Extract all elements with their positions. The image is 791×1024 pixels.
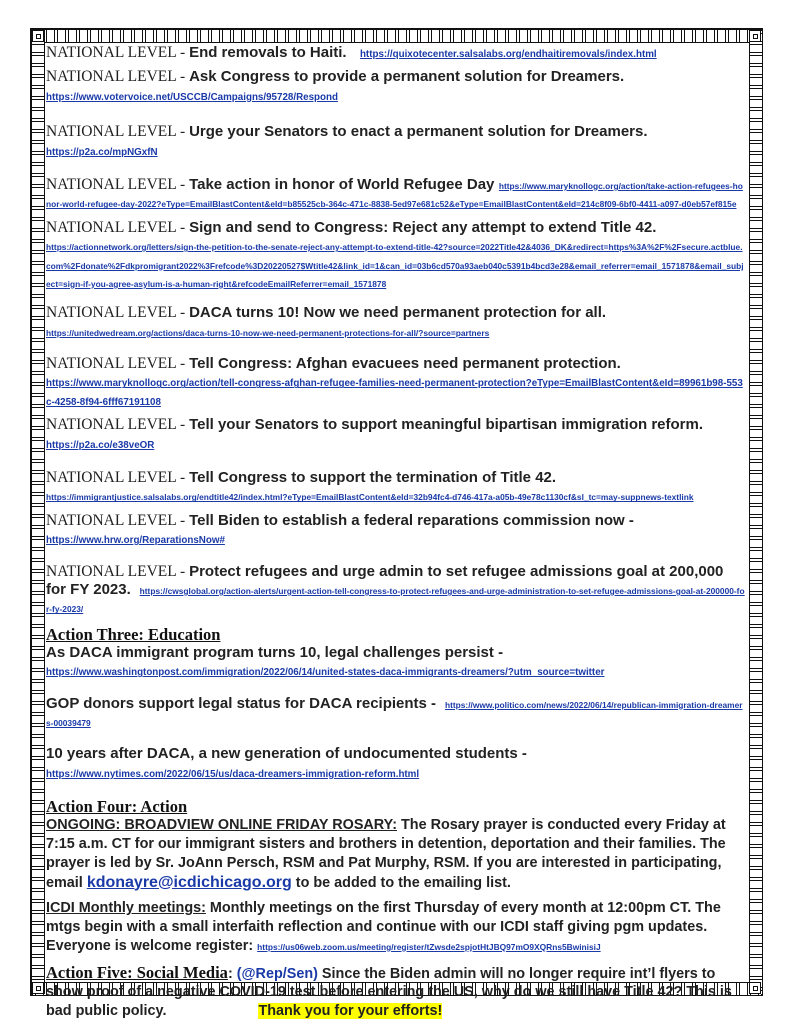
national-item-afghan: [46, 355, 746, 410]
national-item-dreamers-congress: [46, 68, 746, 105]
register-link[interactable]: https://us06web.zoom.us/meeting/register/tZwsde2spjotHtJBQ97mO9XQRns5BwinisiJ: [257, 941, 601, 952]
item-heading: Tell Congress to support the termination of Title 42.: [189, 469, 557, 487]
rosary-label: ONGOING: BROADVIEW ONLINE FRIDAY ROSARY:: [46, 817, 397, 834]
thank-you-highlight: Thank you for your efforts!: [258, 1002, 443, 1019]
item-heading: Tell Congress: Afghan evacuees need permanent protection.: [189, 355, 621, 373]
national-level-prefix: NATIONAL LEVEL -: [46, 218, 190, 236]
item-link[interactable]: https://p2a.co/e38veOR: [46, 439, 155, 451]
contact-email-link[interactable]: kdonayre@icdichicago.org: [86, 873, 292, 891]
item-link[interactable]: https://unitedwedream.org/actions/daca-turns-10-now-we-need-permanent-protections-for-all/?source=partners: [46, 327, 490, 338]
education-item: [46, 644, 746, 681]
national-item-daca-10: [46, 304, 746, 341]
education-item: [46, 745, 746, 782]
corner-ornament-icon: [749, 982, 761, 994]
icdi-meetings-paragraph: [46, 899, 746, 955]
national-level-prefix: NATIONAL LEVEL -: [46, 469, 190, 487]
icdi-text: Monthly meetings on the first Thursday of every month at 12:00pm CT. The mtgs begin with a small interfaith reflection and continue with our ICDI staff giving pgm updates. Everyone is welcome register:: [46, 900, 721, 954]
border-strip-right: [749, 30, 762, 994]
national-item-reparations: [46, 512, 746, 549]
item-link[interactable]: https://www.politico.com/news/2022/06/14/republican-immigration-dreamers-00039479: [46, 699, 743, 729]
item-link[interactable]: https://actionnetwork.org/letters/sign-the-petition-to-the-senate-reject-any-attempt-to-extend-title-42?source=2022Title42&4036_DK&redirect=https%3A%2F%2Fsecure.actblue.com%2Fdonate%2Fdkpromigrant2022%3Frefcode%3D20220527$Wtitle42&link_id=1&can_id=03b6cd570a93aeb040c5391b4bcd3e28&email_referrer=email_1571878&email_subject=sign-if-you-agree-asylum-is-a-human-right&refcodeEmailReferrer=email_1571878: [46, 242, 744, 289]
item-link[interactable]: https://www.nytimes.com/2022/06/15/us/daca-dreamers-immigration-reform.html: [46, 768, 420, 780]
item-heading: As DACA immigrant program turns 10, legal challenges persist -: [46, 643, 504, 661]
item-heading: 10 years after DACA, a new generation of undocumented students -: [46, 745, 527, 763]
icdi-label: ICDI Monthly meetings:: [46, 900, 206, 917]
item-link[interactable]: https://www.washingtonpost.com/immigration/2022/06/14/united-states-daca-immigrants-dreamers/?utm_source=twitter: [46, 667, 605, 679]
document-body: [46, 44, 746, 1021]
national-item-bipartisan-reform: [46, 416, 746, 453]
item-link[interactable]: https://www.hrw.org/ReparationsNow#: [46, 535, 225, 547]
title-colon: :: [227, 965, 237, 982]
corner-ornament-icon: [749, 30, 761, 42]
item-link[interactable]: https://p2a.co/mpNGxfN: [46, 146, 158, 158]
item-link[interactable]: https://www.votervoice.net/USCCB/Campaigns/95728/Respond: [46, 91, 338, 103]
national-item-title42-reject: [46, 219, 746, 293]
national-item-haiti: [46, 44, 746, 62]
rep-sen-handle: (@Rep/Sen): [236, 965, 318, 982]
item-heading: Urge your Senators to enact a permanent solution for Dreamers.: [189, 123, 648, 141]
corner-ornament-icon: [32, 30, 44, 42]
item-heading: DACA turns 10! Now we need permanent protection for all.: [189, 304, 607, 322]
border-strip-left: [32, 30, 45, 994]
item-heading: Sign and send to Congress: Reject any attempt to extend Title 42.: [189, 218, 657, 236]
national-level-prefix: NATIONAL LEVEL -: [46, 68, 190, 86]
border-strip-top: [32, 30, 761, 43]
social-media-text: Since the Biden admin will no longer require int’l flyers to show proof of a negative COVID-19 test before entering the US, why do we still have Title 42? This is bad public policy.: [46, 965, 732, 1019]
national-item-title42-terminate: [46, 469, 746, 506]
item-link[interactable]: https://www.maryknollogc.org/action/tell-congress-afghan-refugee-families-need-permanent-protection?eType=EmailBlastContent&eId=89961b98-553c-4258-8f94-6fff67191108: [46, 378, 743, 408]
item-heading: Tell Biden to establish a federal reparations commission now -: [189, 511, 634, 529]
item-heading: Protect refugees and urge admin to set refugee admissions goal at 200,000 for FY 2023.: [46, 562, 724, 598]
national-level-prefix: NATIONAL LEVEL -: [46, 562, 190, 580]
item-heading: Take action in honor of World Refugee Day: [189, 175, 495, 193]
national-level-prefix: NATIONAL LEVEL -: [46, 511, 190, 529]
item-link[interactable]: https://cwsglobal.org/action-alerts/urgent-action-tell-congress-to-protect-refugees-and-urge-administration-to-set-refugee-admissions-goal-at-200000-for-fy-2023/: [46, 585, 745, 615]
national-level-prefix: NATIONAL LEVEL -: [46, 44, 190, 61]
national-level-prefix: NATIONAL LEVEL -: [46, 355, 190, 373]
national-item-dreamers-senators: [46, 123, 746, 160]
section-title-action-three: Action Three: Education: [46, 624, 221, 644]
education-item: [46, 695, 746, 732]
rosary-paragraph: [46, 816, 746, 893]
item-heading: Tell your Senators to support meaningful bipartisan immigration reform.: [189, 416, 704, 434]
national-item-refugee-admissions: [46, 563, 746, 618]
item-heading: Ask Congress to provide a permanent solution for Dreamers.: [189, 68, 625, 86]
item-link[interactable]: https://quixotecenter.salsalabs.org/endhaitiremovals/index.html: [359, 49, 657, 60]
item-heading: GOP donors support legal status for DACA recipients -: [46, 694, 437, 712]
rosary-text-end: to be added to the emailing list.: [291, 874, 511, 891]
national-item-world-refugee-day: [46, 176, 746, 213]
section-title-action-five: Action Five: Social Media: [46, 962, 228, 982]
national-level-prefix: NATIONAL LEVEL -: [46, 175, 190, 193]
national-level-prefix: NATIONAL LEVEL -: [46, 304, 190, 322]
item-link[interactable]: https://www.maryknollogc.org/action/take-action-refugees-honor-world-refugee-day-2022?eType=EmailBlastContent&eId=b85525cb-364c-471c-8838-5ed97e681c52&eType=EmailBlastContent&eId=214c8f09-6bf0-4411-a097-d0eb57ef815e: [46, 180, 743, 210]
item-heading: End removals to Haiti.: [189, 44, 347, 61]
section-title-action-four: Action Four: Action: [46, 797, 188, 817]
national-level-prefix: NATIONAL LEVEL -: [46, 416, 190, 434]
national-level-prefix: NATIONAL LEVEL -: [46, 123, 190, 141]
item-link[interactable]: https://immigrantjustice.salsalabs.org/endtitle42/index.html?eType=EmailBlastContent&eId=32b94fc4-d746-417a-a05b-49e78c1130cf&sl_tc=may-suppnews-textlink: [46, 492, 694, 503]
social-media-paragraph: [46, 964, 746, 1021]
corner-ornament-icon: [32, 982, 44, 994]
rosary-text: The Rosary prayer is conducted every Friday at 7:15 a.m. CT for our immigrant sisters and brothers in detention, deportation and their families. The prayer is led by Sr. JoAnn Persch, RSM and Pat Murphy, RSM. If you are interested in participating, email: [46, 817, 726, 891]
